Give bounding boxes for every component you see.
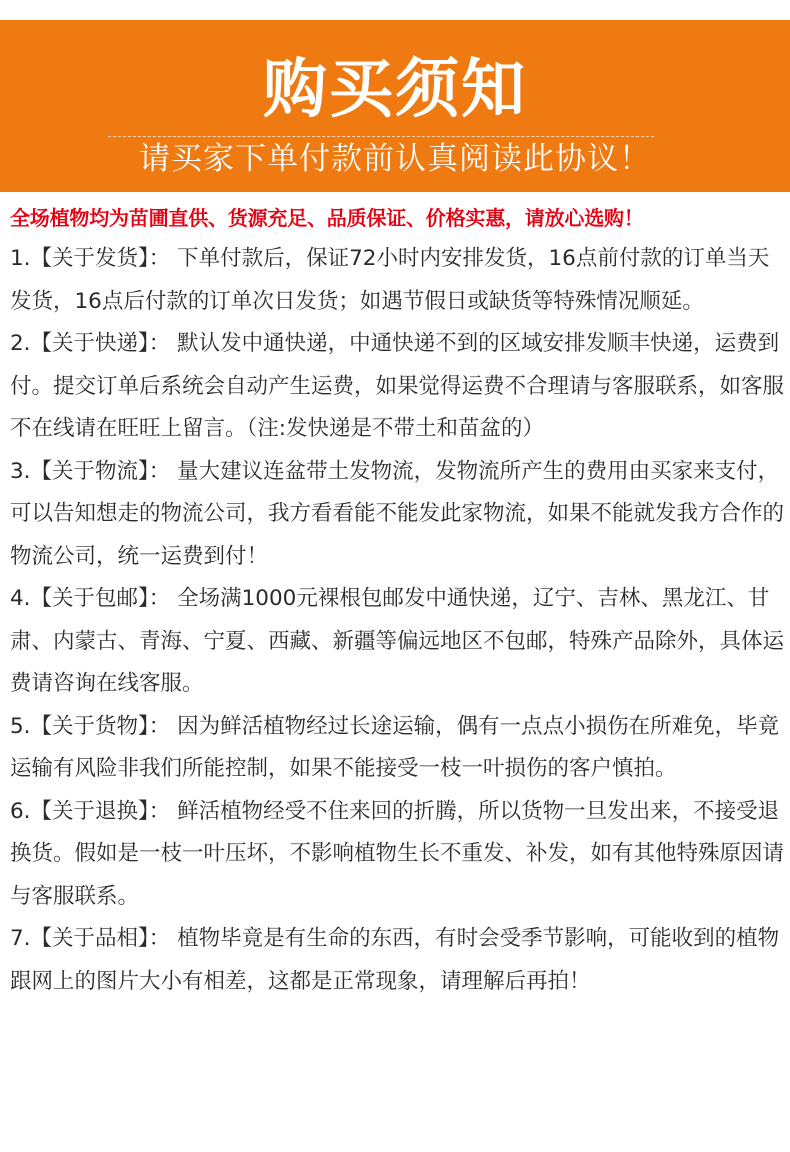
notice-item-appearance: 7.【关于品相】： 植物毕竟是有生命的东西，有时会受季节影响，可能收到的植物跟网上的图片大小有相差，这都是正常现象，请理解后再拍！	[10, 926, 780, 994]
notice-item-shipping: 1.【关于发货】： 下单付款后，保证72小时内安排发货，16点前付款的订单当天发货，16点后付款的订单次日发货；如遇节假日或缺货等特殊情况顺延。	[10, 246, 770, 314]
notice-item-free-shipping: 4.【关于包邮】： 全场满1000元裸根包邮发中通快递，辽宁、吉林、黑龙江、甘肃、内蒙古、青海、宁夏、西藏、新疆等偏远地区不包邮，特殊产品除外，具体运费请咨询在线客服。	[10, 586, 785, 696]
notice-content	[10, 198, 786, 1003]
notice-item-returns: 6.【关于退换】： 鲜活植物经受不住来回的折腾，所以货物一旦发出来，不接受退换货。假如是一枝一叶压坏，不影响植物生长不重发、补发，如有其他特殊原因请与客服联系。	[10, 798, 785, 909]
highlight-notice: 全场植物均为苗圃直供、货源充足、品质保证、价格实惠，请放心选购！	[10, 206, 644, 230]
page-title: 购买须知	[263, 53, 527, 127]
banner-divider	[108, 136, 654, 137]
notice-item-goods: 5.【关于货物】： 因为鲜活植物经过长途运输，偶有一点点小损伤在所难免，毕竟运输有风险非我们所能控制，如果不能接受一枝一叶损伤的客户慎拍。	[10, 713, 780, 781]
header-banner	[0, 20, 790, 192]
page-subtitle: 请买家下单付款前认真阅读此协议！	[139, 141, 651, 177]
notice-item-logistics: 3.【关于物流】： 量大建议连盆带土发物流，发物流所产生的费用由买家来支付，可以告知想走的物流公司，我方看看能不能发此家物流，如果不能就发我方合作的物流公司，统一运费到付！	[10, 458, 785, 569]
notice-item-express: 2.【关于快递】： 默认发中通快递，中通快递不到的区域安排发顺丰快递，运费到付。提交订单后系统会自动产生运费，如果觉得运费不合理请与客服联系，如客服不在线请在旺旺上留言。（注:发快递是不带土和苗盆的）	[10, 331, 785, 441]
